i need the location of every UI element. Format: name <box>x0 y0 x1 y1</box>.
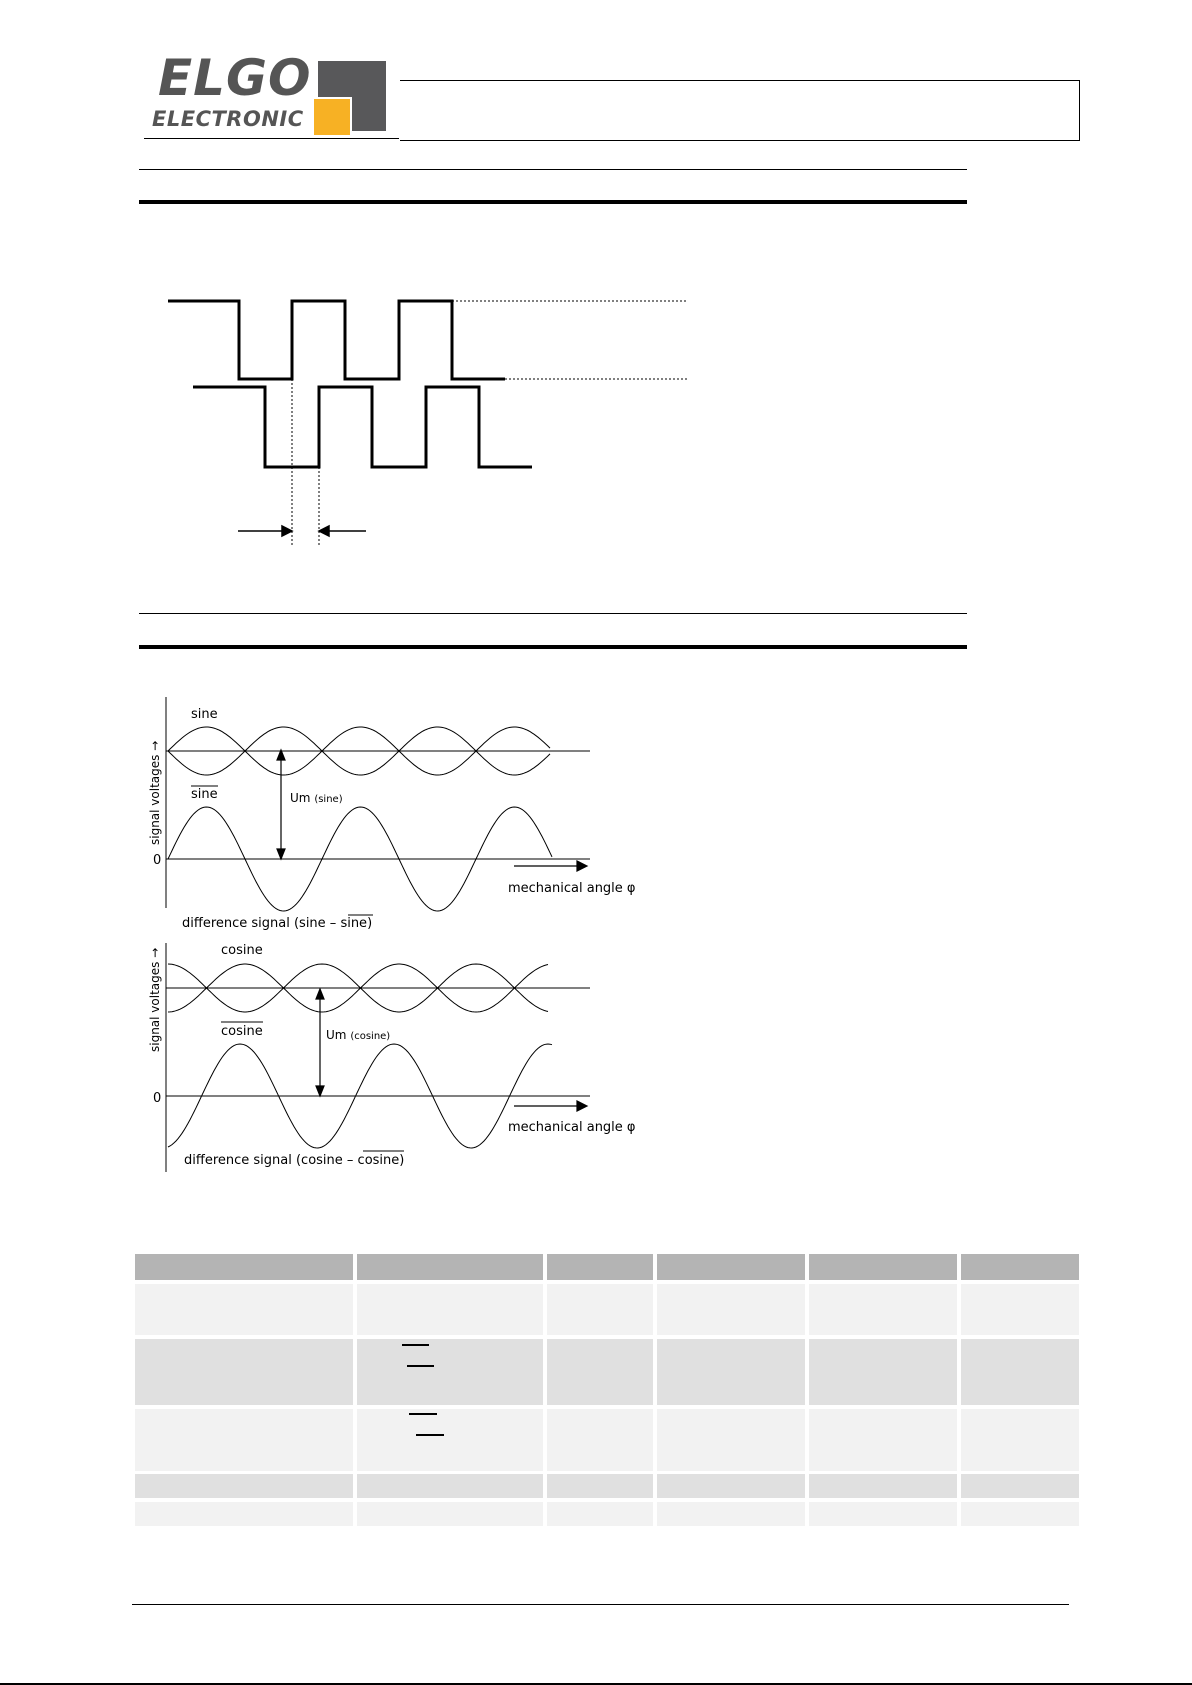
difference-signal-label-cosine: difference signal (cosine – cosine) <box>184 1153 405 1168</box>
overline-mark <box>416 1434 444 1436</box>
table-header-row <box>135 1254 1079 1280</box>
table-row <box>135 1474 1079 1498</box>
table-header-cell <box>547 1254 653 1280</box>
overline-mark <box>407 1365 434 1367</box>
label-sine-inverted: sine <box>191 787 218 802</box>
logo-word-elgo: ELGO <box>158 49 312 107</box>
label-cosine: cosine <box>221 943 263 958</box>
zero-label-cosine: 0 <box>153 1091 162 1106</box>
overline-mark <box>402 1344 429 1346</box>
table-row <box>135 1339 1079 1405</box>
overline-mark <box>409 1413 437 1415</box>
table-header-cell <box>961 1254 1079 1280</box>
table-header-cell <box>809 1254 957 1280</box>
label-cosine-inverted: cosine <box>221 1024 263 1039</box>
label-sine: sine <box>191 707 218 722</box>
axis-label-cosine: signal voltages → <box>148 947 162 1052</box>
zero-label-sine: 0 <box>153 853 162 868</box>
um-sine-label: Um (sine) <box>290 791 343 805</box>
table-header-cell <box>657 1254 805 1280</box>
table-row <box>135 1409 1079 1471</box>
table-row <box>135 1502 1079 1526</box>
footer-rule <box>132 1604 1069 1605</box>
table-row <box>135 1284 1079 1335</box>
difference-signal-label-sine: difference signal (sine – sine) <box>182 916 373 931</box>
table-header-cell <box>135 1254 353 1280</box>
mechanical-angle-label-sine: mechanical angle φ <box>508 881 636 896</box>
logo-word-electronic: ELECTRONIC <box>152 107 304 131</box>
table-header-cell <box>357 1254 543 1280</box>
mechanical-angle-label-cosine: mechanical angle φ <box>508 1120 636 1135</box>
um-cosine-label: Um (cosine) <box>326 1028 391 1042</box>
axis-label-sine: signal voltages → <box>148 740 162 845</box>
